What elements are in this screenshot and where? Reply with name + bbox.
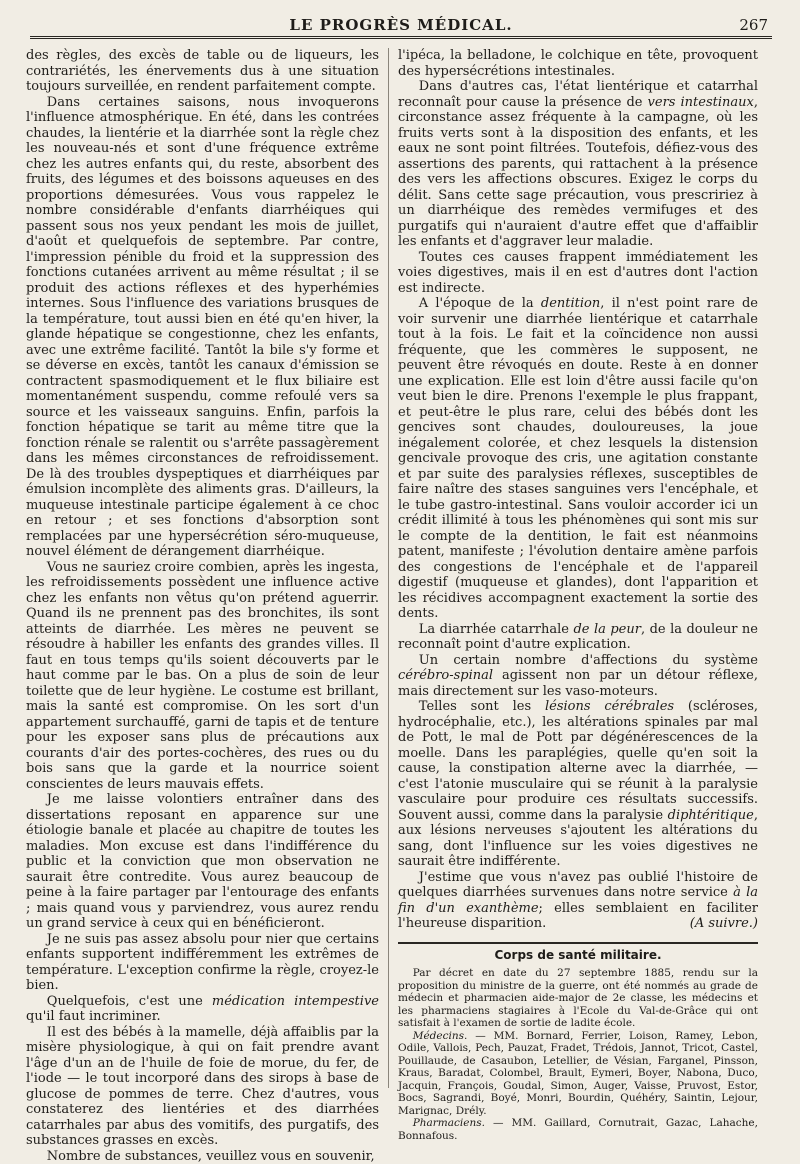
italic-run: vers intestinaux xyxy=(648,95,754,110)
text-run: Un certain nombre d'affections du système xyxy=(419,653,758,668)
military-health-notice xyxy=(398,942,758,1143)
page-header xyxy=(30,14,772,39)
paragraph xyxy=(398,79,758,250)
paragraph xyxy=(398,653,758,700)
text-run: J'estime que vous n'avez pas oublié l'histoire de quelques diarrhées survenues dans notre service xyxy=(398,870,758,901)
italic-run: cérébro-spinal xyxy=(398,668,493,683)
paragraph: l'ipéca, la belladone, le colchique en tête, provoquent des hypersécrétions intestinales. xyxy=(398,48,758,79)
text-run: — MM. Gaillard, Cornutrait, Gazac, Lahache, Bonnafous. xyxy=(398,1117,758,1142)
notice-paragraph: Par décret en date du 27 septembre 1885, rendu sur la proposition du ministre de la guerre, ont été nommés au grade de médecin et pharmacien aide-major de 2e classe, les médecins et les pharmaciens stagiaires à l'Ecole du Val-de-Grâce qui ont satisfait à l'examen de sortie de ladite école. xyxy=(398,967,758,1030)
paragraph: Je ne suis pas assez absolu pour nier que certains enfants supportent indifféremment les extrêmes de température. L'exception confirme la règle, croyez-le bien. xyxy=(26,932,379,994)
paragraph xyxy=(398,699,758,870)
paragraph: Dans certaines saisons, nous invoquerons l'influence atmosphérique. En été, dans les contrées chaudes, la lientérie et la diarrhée sont la règle chez les nouveau-nés et sont d'une fréquence extrême chez les autres enfants qui, du reste, absorbent des fruits, des légumes et des boissons aqueuses en des proportions démesurées. Vous vous rappelez le nombre considérable d'enfants diarrhéiques qui passent sous nos yeux pendant les mois de juillet, d'août et quelquefois de septembre. Par contre, l'impression pénible du froid et la suppression des fonctions cutanées arrivent au même résultat ; il se produit des actions réflexes et des hyperhémies internes. Sous l'influence des variations brusques de la température, tout aussi bien en été qu'en hiver, la glande hépatique se congestionne, chez les enfants, avec une extrême facilité. Tantôt la bile s'y forme et se déverse en excès, tantôt les canaux d'émission se contractent spasmodiquement et le flux biliaire est momentanément suspendu, comme refoulé vers sa source et les vaisseaux sanguins. Enfin, parfois la fonction hépatique se tarit au même titre que la fonction rénale se ralentit ou s'arrête passagèrement dans les mêmes circonstances de refroidissement. De là des troubles dyspeptiques et diarrhéiques par émulsion incomplète des aliments gras. D'ailleurs, la muqueuse intestinale participe également à ce choc en retour ; et ses fonctions d'absorption sont remplacées par une hypersécrétion séro-muqueuse, nouvel élément de dérangement diarrhéique. xyxy=(26,95,379,560)
text-run: — MM. Bornard, Ferrier, Loison, Ramey, Lebon, Odile, Vallois, Pech, Pauzat, Fradet, Trédois, Jannot, Tricot, Castel, Pouillaude, de Casaubon, Letellier, de Vésian, Farganel, Pinsson, Kraus, Baradat, Colombel, Brault, Eymeri, Boyer, Nabona, Duco, Jacquin, François, Goudal, Simon, Auger, Vaisse, Pruvost, Estor, Bocs, Sagrandi, Boyé, Monri, Bourdin, Quéhéry, Saintin, Lejour, Marignac, Drély. xyxy=(398,1030,758,1117)
text-run: , circonstance assez fréquente à la campagne, où les fruits verts sont à la disposition des enfants, et les eaux ne sont point filtrées. Toutefois, défiez-vous des assertions des parents, qui rattachent à la présence des vers les affections obscures. Exigez le corps du délit. Sans cette sage précaution, vous prescririez à un diarrhéique des remèdes vermifuges et des purgatifs qui n'auraient d'autre effet que d'affaiblir les enfants et d'aggraver leur maladie. xyxy=(398,95,758,250)
italic-run: Pharmaciens. xyxy=(413,1117,485,1129)
column-divider xyxy=(388,48,389,1088)
text-run: (scléroses, hydrocéphalie, etc.), les altérations spinales par mal de Pott, le mal de Pott par dégénérescences de la moelle. Dans les paraplégies, quelle qu'en soit la cause, la constipation alterne avec la diarrhée, — c'est l'atonie musculaire qui se réunit à la paralysie vasculaire pour produire ces résultats successifs. Souvent aussi, comme dans la paralysie xyxy=(398,699,758,823)
paragraph: Nombre de substances, veuillez vous en souvenir, xyxy=(26,1149,379,1164)
paragraph xyxy=(398,622,758,653)
italic-run: lésions cérébrales xyxy=(545,699,674,714)
italic-run: diphtéritique xyxy=(668,808,754,823)
italic-run: à la fin d'un exanthème xyxy=(398,885,758,916)
to-be-continued: (A suivre.) xyxy=(669,916,758,932)
text-run: Telles sont les xyxy=(419,699,545,714)
page-number: 267 xyxy=(739,16,768,34)
paragraph xyxy=(398,296,758,622)
text-run: Quelquefois, c'est une xyxy=(47,994,212,1009)
paragraph: Vous ne sauriez croire combien, après les ingesta, les refroidissements possèdent une influence active chez les enfants non vêtus qu'on prétend aguerrir. Quand ils ne prennent pas des bronchites, ils sont atteints de diarrhée. Les mères ne peuvent se résoudre à habiller les enfants des grandes villes. Il faut en tous temps qu'ils soient découverts par le haut comme par le bas. On a plus de soin de leur toilette que de leur hygiène. Le costume est brillant, mais la santé est compromise. On les sort d'un appartement surchauffé, garni de tapis et de tenture pour les exposer sans plus de précautions aux courants d'air des portes-cochères, des rues ou du bois sans que la garde et la nourrice soient conscientes de leurs mauvais effets. xyxy=(26,560,379,793)
paragraph xyxy=(398,870,758,932)
italic-run: Médecins. xyxy=(413,1030,468,1042)
text-run: , il n'est point rare de voir survenir une diarrhée lientérique et catarrhale tout à la fois. Le fait et la coïncidence non aussi fréquente, que les commères le supposent, ne peuvent être révoqués en doute. Reste à en donner une explication. Elle est loin d'être aussi facile qu'on veut bien le dire. Prenons l'exemple le plus frappant, et peut-être le plus rare, celui des bébés dont les gencives sont chaudes, douloureuses, la joue inégalement colorée, et chez lesquels la distension gencivale provoque des cris, une agitation constante et par suite des paralysies réflexes, susceptibles de faire naître des stases sanguines vers l'encéphale, et le tube gastro-intestinal. Sans vouloir accorder ici un crédit illimité à tous les phénomènes qui sont mis sur le compte de la dentition, le fait est néanmoins patent, manifeste ; l'évolution dentaire amène parfois des congestions de l'encéphale et de l'appareil digestif (muqueuse et glandes), dont l'apparition et les récidives accompagnent exactement la sortie des dents. xyxy=(398,296,758,621)
paragraph: des règles, des excès de table ou de liqueurs, les contrariétés, les énervements dus à une situation toujours surveillée, en rendent parfaitement compte. xyxy=(26,48,379,95)
notice-paragraph xyxy=(398,1117,758,1142)
paragraph: Toutes ces causes frappent immédiatement les voies digestives, mais il en est d'autres dont l'action est indirecte. xyxy=(398,250,758,297)
italic-run: dentition xyxy=(541,296,600,311)
notice-title: Corps de santé militaire. xyxy=(398,948,758,964)
text-run: , aux lésions nerveuses s'ajoutent les altérations du sang, dont l'influence sur les voies digestives ne saurait être indifférente. xyxy=(398,808,758,870)
journal-title: LE PROGRÈS MÉDICAL. xyxy=(30,16,772,34)
paragraph: Il est des bébés à la mamelle, déjà affaiblis par la misère physiologique, à qui on fait prendre avant l'âge d'un an de l'huile de foie de morue, du fer, de l'iode — le tout incorporé dans des sirops à base de glucose de pommes de terre. Chez d'autres, vous constaterez des lientéries et des diarrhées catarrhales par abus des vomitifs, des purgatifs, des substances grasses en excès. xyxy=(26,1025,379,1149)
paragraph xyxy=(26,994,379,1025)
text-run: ; elles semblaient en faciliter l'heureuse disparition. xyxy=(398,901,758,932)
italic-run: médication intempestive xyxy=(212,994,379,1009)
text-run: A l'époque de la xyxy=(419,296,541,311)
paragraph: Je me laisse volontiers entraîner dans des dissertations reposant en apparence sur une étiologie banale et placée au chapitre de toutes les maladies. Mon excuse est dans l'indifférence du public et la conviction que mon observation ne saurait être contredite. Vous aurez beaucoup de peine à la faire partager par l'entourage des enfants ; mais quand vous y parviendrez, vous aurez rendu un grand service à ceux qui en bénéficieront. xyxy=(26,792,379,932)
italic-run: de la peur xyxy=(573,622,641,637)
notice-paragraph xyxy=(398,1030,758,1118)
text-run: agissent non par un détour réflexe, mais directement sur les vaso-moteurs. xyxy=(398,668,758,699)
text-run: qu'il faut incriminer. xyxy=(26,1009,161,1024)
text-run: La diarrhée catarrhale xyxy=(419,622,574,637)
text-run: Dans d'autres cas, l'état lientérique et catarrhal reconnaît pour cause la présence de xyxy=(398,79,758,110)
right-column xyxy=(398,48,758,1142)
text-run: , de la douleur ne reconnaît point d'autre explication. xyxy=(398,622,758,653)
left-column xyxy=(26,48,379,1164)
